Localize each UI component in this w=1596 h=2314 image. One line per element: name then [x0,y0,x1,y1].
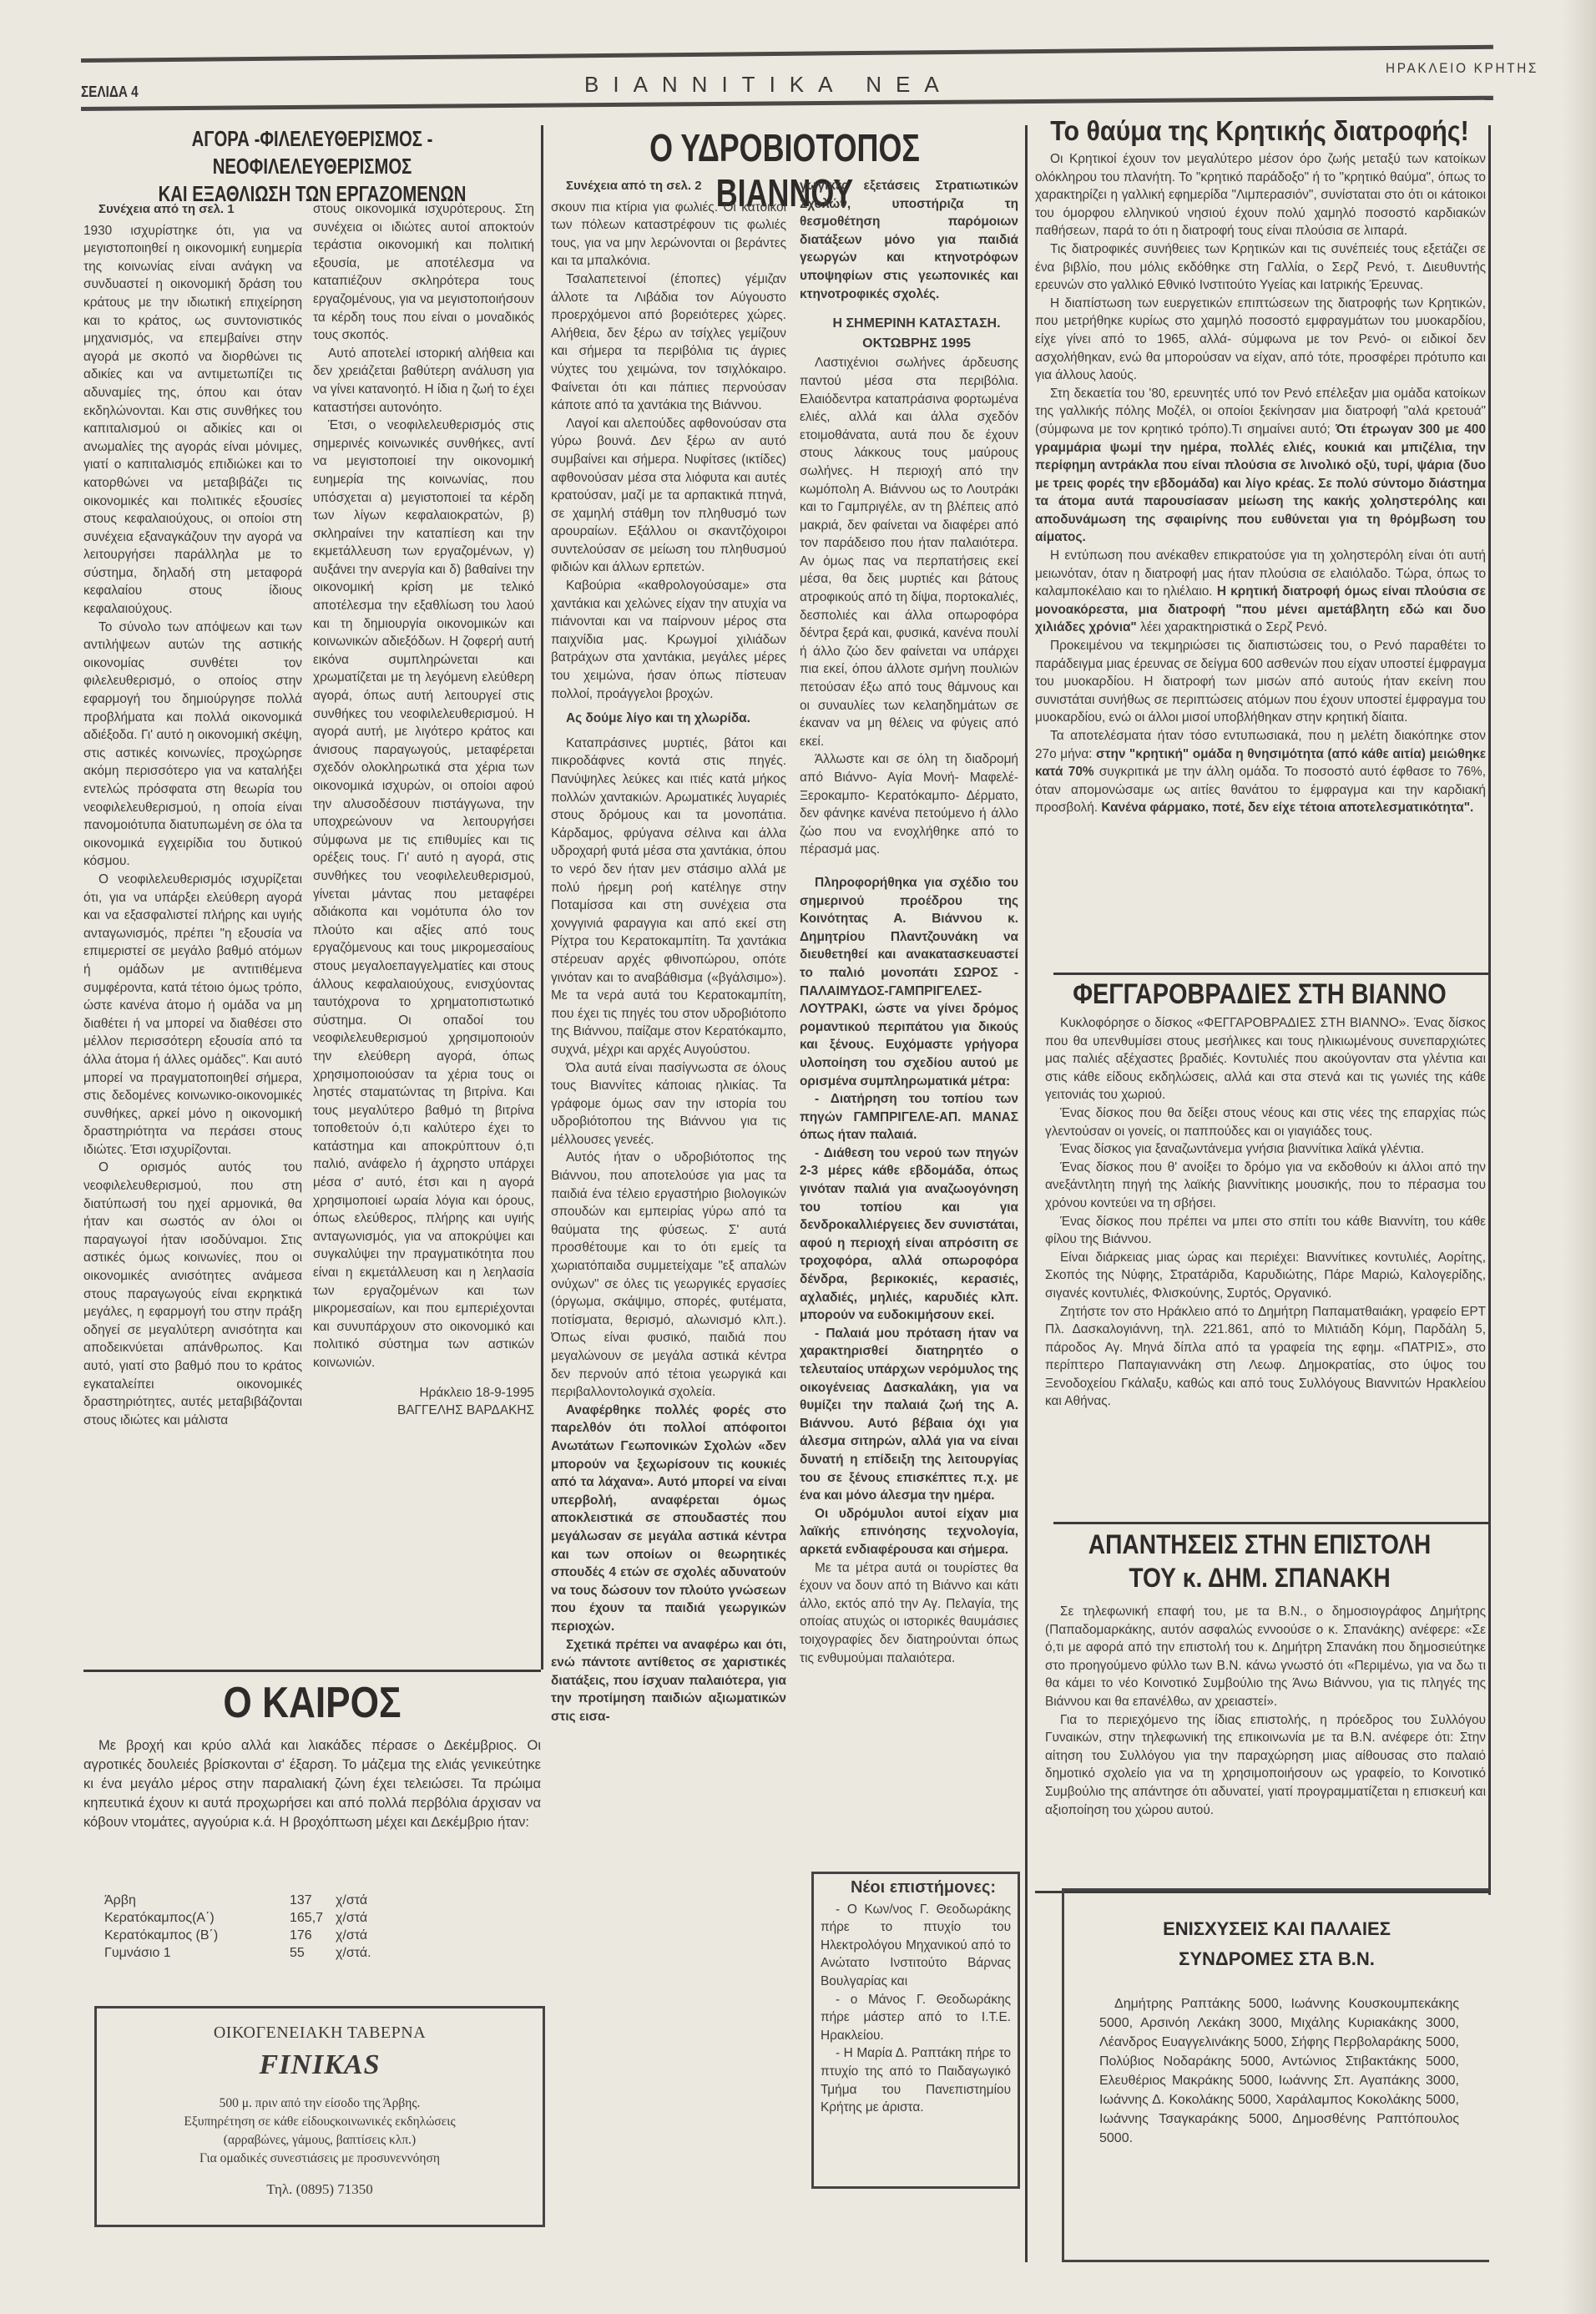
paragraph: Ένας δίσκος που πρέπει να μπει στο σπίτι του κάθε Βιαννίτη, του κάθε φίλου της Βιάννου. [1045,1214,1486,1247]
paragraph: Πληροφορήθηκα για σχέδιο του σημερινού προέδρου της Κοινότητας Α. Βιάννου κ. Δημητρίου Πλαντζουνάκη να διευθετηθεί και ανακατασκευαστεί το παλιό μονοπάτι ΣΩΡΟΣ - ΠΑΛΑΙΜΥΔΟΣ-ΓΑΜΠΡΙΓΕΛΕΣ- ΛΟΥΤΡΑΚΙ, ώστε να γίνει δρόμος ρομαντικού περιπάτου για δικούς και ξένους. Ευχόμαστε γρήγορα υλοποίηση του σχεδίου αυτού με ορισμένα συμπληρωματικά μέτρα: [800,875,1018,1089]
dateline: Ηράκλειο 18-9-1995 [419,1385,534,1400]
headline-wetland: Ο ΥΔΡΟΒΙΟΤΟΠΟΣ ΒΙΑΝΝΟΥ [649,126,920,215]
section-rule [1053,1522,1489,1524]
title-line: ΣΥΝΔΡΟΜΕΣ ΣΤΑ Β.Ν. [1179,1948,1375,1969]
support-list: Δημήτρης Ραπτάκης 5000, Ιωάννης Κουσκουμπεκάκης 5000, Αρσινόη Λεκάκη 3000, Μιχάλης Κυριακάκης 3000, Λέανδρος Ευαγγελινάκης 5000, Σήφης Περβολαράκης 5000, Πολύβιος Νοδαράκης 5000, Αντώνιος Στιβακτάκης 5000, Ελευθέριος Μακράκης 5000, Ιωάννης Σπ. Αγαπάκης 3000, Ιωάννης Δ. Κοκολάκης 5000, Χαράλαμπος Κοκολάκης 5000, Ιωάννης Τσαγκαράκης 5000, Δημοσθένης Ραπτόπουλος 5000. [1099,1997,1459,2145]
page-label: ΣΕΛΙΔΑ 4 [81,83,139,100]
masthead-location: ΗΡΑΚΛΕΙΟ ΚΡΗΤΗΣ [1386,60,1539,76]
paragraph: 1930 ισχυρίστηκε ότι, για να μεγιστοποιηθεί η οικονομική ευημερία της κοινωνίας είναι ανάγκη να συνδυαστεί η οικονομική δράση του κράτους με την ιδιωτική επιχείρηση και το κράτος, ως συντονιστικός μηχανισμός, να επεμβαίνει στην αγορά με σκοπό να διορθώνει τις αδικίες και να αντιμετωπίζει τις αδυναμίες της, όπου και όταν εκδηλώνονται. Και στις συνθήκες του καπιταλισμού οι αδικίες και οι ανωμαλίες της αγοράς είναι μόνιμες, γιατί ο καπιταλισμός επιδιώκει και το κατορθώνει να μεταβιβάζει τις οικονομικές και πολιτικές εξουσίες στους κεφαλαιούχους, οι οποίοι στη συνέχεια εξαναγκάζουν την αγορά να λειτουργήσει παράλληλα με το σύστημα, δηλαδή στη μεταφορά κεφαλαίου στους ίδιους κεφαλαιούχους. [83,223,302,617]
new-scientists-box [811,1872,1020,2189]
headline-line: ΤΟΥ κ. ΔΗΜ. ΣΠΑΝΑΚΗ [1129,1563,1391,1593]
paragraph: Προκειμένου να τεκμηριώσει τις διαπιστώσεις του, ο Ρενό παραθέτει το παράδειγμα μιας έρευνας σε δείγμα 600 ασθενών που είχαν υποστεί έμφραγμα του μυοκαρδίου. Η διατροφή των μισών από αυτούς ήταν εκείνη που συνιστάται συνήθως σε περιπτώσεις ατόμων που έχουν υποστεί έμφραγμα του μυοκαρδίου, ενώ οι άλλοι μισοί υποβλήθηκαν στην κρητική δίαιτα. [1035,639,1486,725]
article-letter-body [1045,1603,1486,1878]
rainfall-place: Κερατόκαμπος(Α΄) [104,1911,215,1925]
paragraph: Καταπράσινες μυρτιές, βάτοι και πικροδάφνες κοντά στις πηγές. Πανύψηλες λεύκες και ιτιές κατά μήκος πολλών χαντακιών. Αρωματικές λυγαριές στους δρόμους και τα μονοπάτια. Κάρδαμος, φρύγανα σέλινα και άλλα υδροχαρή φυτά μέσα στα χαντάκια, όπου το νερό δεν ήταν μεν στάσιμο αλλά με πολύ ήρεμη ροή κατέληγε στην Ποταμίσσα και στη συνέχεια στα χονγγινιά φαραγγια και από εκεί στη Ρίχτρα του Κερατοκαμπίτη. Τα χαντάκια στέρευαν αρχές φθινοπώρου, οπότε γινόταν και το αναβάθισμα («βγάλσιμο»). Με τα νερά αυτά του Κερατοκαμπίτη, που έχει τις πηγές του στον υδροβιότοπο της Βιάννου, παίζαμε στον Κερατόκαμπο, συχνά, μέχρι και αρχές Αυγούστου. [551,735,786,1057]
paragraph: - Διάθεση του νερού των πηγών 2-3 μέρες κάθε εβδομάδα, όπως γινόταν παλιά για αναζωογόνηση του τοπίου και για δενδροκαλλιέργειες δεν συνιστάται, αφού η περιοχή είναι απρόσιτη σε τροχοφόρα, αλλά οπωροφόρα δένδρα, βερικοκιές, κερασιές, αχλαδιές, μηλιές, καρυδιές κλπ. μπορούν να ευδοκιμήσουν εκεί. [800,1145,1018,1323]
paragraph: Είναι διάρκειας μιας ώρας και περιέχει: Βιαννίτικες κοντυλιές, Αορίτης, Σκοπός της Νύφης, Στρατάριδα, Καρυδιώτης, Πάρε Μαριώ, Καλογερίδης, σιγανές κοντυλιές, Φλισκούνης, Συρτός, Οργανικό. [1045,1250,1486,1301]
rainfall-unit: χ/στά [336,1911,368,1925]
list-item: - ο Μάνος Γ. Θεοδωράκης πήρε μάστερ από το Ι.Τ.Ε. Ηρακλείου. [821,1992,1011,2043]
rainfall-value: 165,7 [290,1911,324,1925]
ad-phone: Τηλ. (0895) 71350 [266,2181,373,2197]
paragraph [1035,385,1486,547]
rainfall-unit: χ/στά. [336,1946,371,1960]
subheading: ΟΚΤΩΒΡΗΣ 1995 [862,336,971,351]
list-item: - Η Μαρία Δ. Ραπτάκη πήρε το πτυχίο της από το Παιδαγωγικό Τμήμα του Πανεπιστημίου Κρήτης με άριστα. [821,2046,1011,2115]
box-title: Νέοι επιστήμονες: [850,1878,997,1897]
paragraph: Ένας δίσκος που θ' ανοίξει το δρόμο για να εκδοθούν κι άλλοι από την ανεξάντλητη πηγή της λαϊκής βιαννίτικης μουσικής, που το πέρασμα του χρόνου κοντεύει να τη σβήσει. [1045,1160,1486,1210]
paragraph: Κυκλοφόρησε ο δίσκος «ΦΕΓΓΑΡΟΒΡΑΔΙΕΣ ΣΤΗ ΒΙΑΝΝΟ». Ένας δίσκος που θα υπενθυμίσει στους μεσήλικες και τους ηλικιωμένους συνεπαρχιώτες μας παλιές αξέχαστες βραδιές. Κοντυλιές που ακούγονταν στα γλέντια και στις κάθε είδους εκδηλώσεις, αλλά και στα στενά και τις γωνιές της κάθε γειτονιάς του χωριού. [1045,1016,1486,1103]
text-run: Η εντύπωση που ανέκαθεν επικρατούσε για τη χοληστερόλη είναι ότι αυτή μειωνόταν, όταν η διατροφή μας ήταν πλούσια σε ελαιόλαδο. Τώρα, όπως το καλαμποκέλαιο και το ηλιέλαιο. [1035,548,1486,599]
paragraph: σκουν πια κτίρια για φωλιές. Οι κάτοικοι των πόλεων καταστρέφουν τις φωλιές τους, για να μην λερώνονται οι βεράντες και τα μπαλκόνια. [551,200,786,269]
text-run-bold: στην "κρητική" ομάδα η θνησιμότητα (από κάθε αιτία) μειώθηκε κατά 70% [1035,746,1486,780]
ad-line: Για ομαδικές συνεστιάσεις με προσυνεννόηση [200,2151,440,2165]
paragraph: Οι υδρόμυλοι αυτοί είχαν μια λαϊκής επινόησης τεχνολογία, αρκετά ενδιαφέρουσα και σήμερα. [800,1506,1018,1557]
ad-details [97,2094,543,2168]
subheading: Η ΣΗΜΕΡΙΝΗ ΚΑΤΑΣΤΑΣΗ. [832,316,1001,331]
headline-letter [1058,1528,1461,1594]
paragraph: - Παλαιά μου πρόταση ήταν να χαρακτηρισθεί διατηρητέο ο τελευταίος υπάρχων νερόμυλος της οικογένειας Δασκαλάκη, για να θυμίζει την παλαιά ζωή της Α. Βιάννου. Αυτό βέβαια όχι για άλεσμα σιτηρών, αλλά για να είναι δυνατή η επίδειξη της λειτουργίας του σε ξένους επισκέπτες π.χ. με ένα και μόνο άλεσμα την ημέρα. [800,1326,1018,1503]
support-box [1062,1888,1489,2262]
paragraph: γωγικές εξετάσεις Στρατιωτικών Σχολών, υποστήριζα τη θεσμοθέτηση παρόμοιων διατάξεων μόνο για παιδιά γεωργών και κτηνοτρόφων υποψηφίων στις γεωπονικές και κτηνοτροφικές σχολές. [800,179,1018,301]
rainfall-unit: χ/στά [336,1893,368,1907]
masthead-top-rule [81,45,1493,63]
masthead-title: ΒΙΑΝΝΙΤΙΚΑ ΝΕΑ [584,72,953,97]
text-run-bold: Η κρητική διατροφή όμως είναι πλούσια σε μονοακόρεστα, μια διατροφή "που μένει αμετάβλητη εδώ και δυο χιλιάδες χρόνια" [1035,584,1486,635]
paragraph: Με τα μέτρα αυτά οι τουρίστες θα έχουν να δουν από τη Βιάννο και κάτι άλλο, εκτός από την Αγ. Πελαγία, της οποίας ατυχώς οι ιστορικές θαυμάσιες τοιχογραφίες δεν διατηρούνται όπως τις ενθυμούμαι παλαιότερα. [800,1560,1018,1665]
title-line: ΕΝΙΣΧΥΣΕΙΣ ΚΑΙ ΠΑΛΑΙΕΣ [1163,1918,1391,1939]
headline-market [134,125,490,208]
rainfall-row [104,1944,371,1962]
weather-body [83,1736,541,1874]
headline-disc: ΦΕΓΓΑΡΟΒΡΑΔΙΕΣ ΣΤΗ ΒΙΑΝΝΟ [1073,978,1447,1010]
rainfall-value: 176 [290,1928,312,1943]
article-wetland-column-1 [551,177,786,2180]
author-byline: ΒΑΓΓΕΛΗΣ ΒΑΡΔΑΚΗΣ [396,1403,534,1418]
rainfall-row [104,1927,371,1944]
ad-business-name: FINIKAS [259,2049,381,2080]
rainfall-value: 55 [290,1946,305,1960]
text-run: Τα αποτελέσματα ήταν τόσο εντυπωσιακά, που η μελέτη διακόπηκε στον 27ο μήνα: [1035,729,1486,761]
article-wetland-column-2 [800,177,1018,1863]
masthead-bottom-rule [81,96,1493,111]
paragraph: Άλλωστε και σε όλη τη διαδρομή από Βιάννο- Αγία Μονή- Μαφελέ- Ξεροκαμπο- Κερατόκαμπο- Δέρματο, δεν φάνηκε κανένα πετούμενο ή άλλο ζώο που να ενοχλήθηκε από το πέρασμά μας. [800,752,1018,857]
text-run: Στη δεκαετία του '80, ερευνητές υπό τον Ρενό επέλεξαν μια ομάδα κατοίκων της γαλλικής πόλης Μοζέλ, οι οποίοι ξεκίνησαν μια διατροφή "αλά κρετουά" (σύμφωνα με τον κρητικό τρόπο).Τι σημαίνει αυτό; [1035,386,1486,437]
text-run-bold: Ότι έτρωγαν 300 με 400 γραμμάρια ψωμί την ημέρα, πολλές ελιές, κουκιά και μπιζέλια, την περίφημη αντράκλα που είναι πλούσια σε λινολικό οξύ, τυρί, ψάρια (δυο με τρεις φορές την εβδομάδα) και λίγο κρέας. Σε πολύ σύντομο διάστημα τα άτομα αυτά παρουσίασαν μείωση της κακής χοληστερόλης και αποδυνάμωση της σφαιρίνης που ευθύνεται για τη θρόμβωση του αίματος. [1035,422,1486,545]
ad-line: 500 μ. πριν από την είσοδο της Άρβης. [219,2096,421,2110]
paragraph: - Διατήρηση του τοπίου των πηγών ΓΑΜΠΡΙΓΕΛΕ-ΑΠ. ΜΑΝΑΣ όπως ήταν παλαιά. [800,1092,1018,1143]
support-title [1064,1914,1489,1974]
column-divider [1025,125,1028,2262]
paragraph: Λαγοί και αλεπούδες αφθονούσαν στα γύρω βουνά. Δεν ξέρω αν αυτό συμβαίνει και σήμερα. Νυφίτσες (ικτίδες) αφθονούσαν μέσα στα λιόφυτα και αυτές κρατούσαν, μαζί με τα αρπακτικά πτηνά, σε χαμηλή στάθμη τον πληθυσμό των αρουραίων. Εξάλλου οι σκαντζόχοιροι συντελούσαν σε μείωση του πληθυσμού φιδιών και άλλων ερπετών. [551,416,786,575]
paragraph: Ας δούμε λίγο και τη χλωρίδα. [566,711,750,726]
text-run: λέει χαρακτηριστικά ο Σερζ Ρενό. [1136,620,1328,635]
paragraph [1035,547,1486,637]
paragraph [1035,727,1486,817]
rainfall-place: Κερατόκαμπος (Β΄) [104,1928,219,1943]
continuation-note: Συνέχεια από τη σελ. 1 [98,202,235,216]
text-run-bold: Κανένα φάρμακο, ποτέ, δεν είχε τέτοια αποτελεσματικότητα". [1101,801,1474,816]
column-divider [541,125,543,1670]
ad-line: ΟΙΚΟΓΕΝΕΙΑΚΗ ΤΑΒΕΡΝΑ [213,2023,427,2042]
headline-line: ΑΠΑΝΤΗΣΕΙΣ ΣΤΗΝ ΕΠΙΣΤΟΛΗ [1088,1529,1432,1559]
paragraph: Οι Κρητικοί έχουν τον μεγαλύτερο μέσον όρο ζωής μεταξύ των κατοίκων ολόκληρου του πλανήτη. Το "κρητικό παράδοξο" ή το "κρητικό θαύμα", όπως το χαρακτηρίζει η γαλλική εφημερίδα "Λιμπερασιόν", συνίσταται στο ότι οι κάτοικοι του όμορφου ελληνικού νησιού έχουν πολύ χαμηλό ποσοστό καρδιακών παθήσεων, παρά το ότι η διατροφή τους είναι πλούσια σε λιπαρά. [1035,152,1486,239]
headline-diet: Το θαύμα της Κρητικής διατροφής! [1050,115,1469,146]
rainfall-row [104,1892,371,1909]
rainfall-table [104,1892,371,1962]
paragraph: Αυτός ήταν ο υδροβιότοπος της Βιάννου, που αποτελούσε για μας τα παιδιά ένα τέλειο εργαστήριο βιολογικών σπουδών και εμπειρίας γύρω από τα θαύματα της φύσεως. Σ' αυτά προσθέτουμε και το ότι εμείς τα χωριατόπαιδα συμμετείχαμε "εξ απαλών ονύχων" σε όλες τις γεωργικές εργασίες (όργωμα, σκάψιμο, σπορές, φυτέματα, ποτίσματα, θερισμό, αλωνισμό κλπ.). Όπως είναι φυσικό, παιδιά που μεγαλώνουν σε μεγάλα αστικά κέντρα δεν περνούν από τέτοια γεωργικά και περιβαλλοντολογικά σχολεία. [551,1150,786,1400]
paragraph: Όλα αυτά είναι πασίγνωστα σε όλους τους Βιαννίτες κάποιας ηλικίας. Τα γράφομε όμως σαν την ιστορία του υδροβιότοπου της Βιάννου για τις μέλλουσες γενεές. [551,1060,786,1147]
paragraph: Αυτό αποτελεί ιστορική αλήθεια και δεν χρειάζεται βαθύτερη ανάλυση για να γίνει κατανοητό. Η ίδια η ζωή το έχει καταστήσει αυτονόητο. [313,346,534,415]
paragraph: στους οικονομικά ισχυρότερους. Στη συνέχεια οι ιδιώτες αυτοί αποκτούν τεράστια οικονομική και πολιτική εξουσία, με αποτέλεσμα να καταπιέζουν σκληρότερα τους εργαζομένους, για να μεγιστοποιήσουν τα κέρδη τους που είναι ο μοναδικός τους σκοπός. [313,202,534,343]
paragraph: Τις διατροφικές συνήθειες των Κρητικών και τις συνέπειές τους εξετάζει σε ένα βιβλίο, που μόλις εκδόθηκε στη Γαλλία, ο Σερζ Ρενό, τ. Διευθυντής ερευνών στο γαλλικό Εθνικό Ινστιτούτο Υγείας και Ιατρικής Έρευνας. [1035,241,1486,293]
paragraph: Με βροχή και κρύο αλλά και λιακάδες πέρασε ο Δεκέμβριος. Οι αγροτικές δουλειές βρίσκονται σ' έξαρση. Το μάζεμα της ελιάς γενικεύτηκε κι ένα μεγάλο μέρος στην παραλιακή ζώνη έχει τελειώσει. Τα πρώιμα κηπευτικά έχουν κι αυτά προχωρήσει και από πολλά περβόλια άρχισαν να κόβουν ντομάτες, αγγούρια κ.ά. Η βροχόπτωση μέχει και Δεκέμβριο ήταν: [83,1738,541,1830]
section-rule [1053,973,1489,975]
ad-line: Εξυπηρέτηση σε κάθε είδουςκοινωνικές εκδηλώσεις [184,2114,456,2129]
rainfall-value: 137 [290,1893,312,1907]
article-disc-body [1045,1014,1486,1465]
paragraph: Αναφέρθηκε πολλές φορές στο παρελθόν ότι πολλοί απόφοιτοι Ανωτάτων Γεωπονικών Σχολών «δεν μπορούν να ξεχωρίσουν τις κουκιές από τα λάχανα». Αυτό μπορεί να είναι υπερβολή, αναφέρεται όμως αποκλειστικά σε σπουδαστές που μεγάλωσαν σε μεγάλα αστικά κέντρα και των οποίων οι θεωρητικές σπουδές 4 ετών σε σχολές αδυνατούν να τους δώσουν τον πλούτο γνώσεων που έχουν τα παιδιά γεωργικών περιοχών. [551,1402,786,1634]
article-market-column-2 [313,200,534,1665]
paragraph: Ένας δίσκος που θα δείξει στους νέους και στις νέες της επαρχίας πώς γλεντούσαν οι γονείς, οι παππούδες και οι γιαγιάδες τους. [1045,1105,1486,1139]
paragraph: Έτσι, ο νεοφιλελευθερισμός στις σημερινές κοινωνικές συνθήκες, αντί να μεγιστοποιεί την οικονομική ευημερία της κοινωνίας, που υπόσχεται α) μεγιστοποιεί τα κέρδη των λίγων κεφαλαιοκρατών, β) σκληραίνει την καταπίεση και την εκμετάλλευση των εργαζομένων, γ) αυξάνει την ανεργία και δ) βαθαίνει την οικονομική κρίση με τελικό αποτέλεσμα την εξαθλίωση του λαού και τη δημιουργία οικονομικών και κοινωνικών αδιεξόδων. Η ζοφερή αυτή εικόνα συμπληρώνεται και χρωματίζεται με τη λεγόμενη ελεύθερη αγορά, όπως αυτή λειτουργεί στις συνθήκες του νεοφιλελευθερισμού. Η αγορά αυτή, με λιγότερο κράτος και άνισους παραγωγούς, μεταφέρεται σχεδόν ολοκληρωτικά στα χέρια των οικονομικά ισχυρών, οι οποίοι αφού την αλυσοδέσουν πιστάγγωνα, την υποχρεώνουν να λειτουργήσει σύμφωνα με τις επιθυμίες και τις ορέξεις τους. Γι' αυτό η αγορά, στις συνθήκες του νεοφιλελευθερισμού, γίνεται μάντας που μεταφέρει αδιάκοπα και νομότυπα όλο τον πλούτο και αξίες από τους εργαζόμενους και τους μικρομεσαίους στους μεγαλοεπαγγελματίες και στους άλλους κεφαλαιούχους, ενισχύοντας ταυτόχρονα το χρηματοπιστωτικό σύστημα. Οι οπαδοί του νεοφιλελευθερισμού χρησιμοποιούν την ελεύθερη αγορά, όπως χρησιμοποιούσαν τα χέρια τους οι ληστές σταματώντας τη βιτρίνα. Και τους μεγαλύτερο βαθμό τη βιτρίνα τοποθετούν ό,τι καλύτερο έχει το κατάστημα και αποκρύπτουν ό,τι παλιό, ανάφελο ή άχρηστο υπάρχει μέσα σ' αυτό, έτσι και η αγορά χρησιμοποιεί ωραία λόγια και όρους, όπως ελεύθερος, πλήρης και υγιής ανταγωνισμός, για να αποκρύψει και συγκαλύψει την πραγματικότητα που είναι η εκμετάλλευση και η λεηλασία των εργαζομένων και των μικρομεσαίων, και που εμπεριέχονται και συνυπάρχουν στο οικονομικό και πολιτικό σύστημα των αστικών κοινωνιών. [313,418,534,1370]
paragraph: Ένας δίσκος για ξαναζωντάνεμα γνήσια βιαννίτικα λαϊκά γλέντια. [1060,1142,1424,1157]
paragraph: Η διαπίστωση των ευεργετικών επιπτώσεων της διατροφής των Κρητικών, που μετρήθηκε κυρίως στο χαμηλό ποσοστό εμφραγμάτων του μυοκαρδίου, είχε γίνει από το 1965, αλλά- σύμφωνα με τον Ρενό- οι ειδικοί δεν ασχολήθηκαν, ενώ θα μπορούσαν να είχαν, από τότε, προσφέρει πρότυπο και για άλλους λαούς. [1035,296,1486,383]
paragraph: Καβούρια «καθρολογούσαμε» στα χαντάκια και χελώνες είχαν την ατυχία να πιάνονται και να παίρνουν μέρος στα παιχνίδια μας. Κρωγμοί χιλιάδων βατράχων στα χαντάκια, μεγάλες μέρες του χειμώνα, ήσαν όπως πίστευαν πολλοί, προάγγελοι βροχών. [551,578,786,701]
headline-line: ΚΑΙ ΕΞΑΘΛΙΩΣΗ ΤΩΝ ΕΡΓΑΖΟΜΕΝΩΝ [158,181,467,206]
paragraph: Ο νεοφιλελευθερισμός ισχυρίζεται ότι, για να υπάρξει ελεύθερη αγορά και να εξασφαλιστεί πλήρης και υγιής ανταγωνισμός, πρέπει "η εξουσία να επιμεριστεί σε μεγάλο βαθμό ατόμων ή ομάδων με αντιτιθέμενα συμφέροντα, κατά τέτοιο όμως τρόπο, ώστε κανένα άτομο ή ομάδα να μη διαθέτει ή να μπορεί να διαθέσει στο μέλλον περισσότερη εξουσία από τα άλλα άτομα ή άλλες ομάδες". Και αυτό μπορεί να πραγματοποιηθεί σήμερα, στις δεδομένες κοινωνικο-οικονομικές συνθήκες, αρκεί μόνο η οικονομική δραστηριότητα να περάσει στους ιδιώτες. Έτσι ισχυρίζονται. [83,872,302,1157]
taverna-advertisement [94,2006,545,2227]
article-market-column-1 [83,200,302,1665]
paragraph: Τσαλαπετεινοί (έποπες) γέμιζαν άλλοτε τα Λιβάδια τον Αύγουστο προερχόμενοι από βορειότερες χώρες. Αλήθεια, δεν ξέρω αν τσίχλες γεμίζουν και σήμερα τα περιβόλια τις άγριες νύχτες του χειμώνα, τον τσιχλόκαιρο. Φαίνεται ότι και πάπιες περνούσαν κάποτε από τα χαντάκια της Βιάννου. [551,271,786,413]
article-diet-body [1035,150,1486,952]
rainfall-place: Γυμνάσιο 1 [104,1946,171,1960]
page-edge-shadow [1563,0,1596,2314]
paragraph: Σχετικά πρέπει να αναφέρω και ότι, ενώ πάντοτε αντίθετος σε χαριστικές διατάξεις, που ίσχυαν παλαιότερα, για την προτίμηση παιδιών αξιωματικών στις εισα- [551,1637,786,1724]
weather-headline: Ο ΚΑΙΡΟΣ [223,1679,402,1727]
weather-top-rule [83,1670,541,1672]
paragraph: Ζητήστε τον στο Ηράκλειο από το Δημήτρη Παπαματθαιάκη, γραφείο ΕΡΤ Πλ. Δασκαλογιάννη, τηλ. 221.861, από το Μιλτιάδη Κόμη, Παρδάλη 5, πάροδος Αγ. Μηνά δίπλα από τα γραφεία της εφημ. «ΠΑΤΡΙΣ», στο περίπτερο Παπαγιαννάκη στη Λεωφ. Δημοκρατίας, στο ύψος του Ξενοδοχείου Γκάλαξυ, καθώς και από τους Συλλόγους Βιαννιτών Ηρακλείου και Αθήνας. [1045,1304,1486,1409]
rainfall-place: Άρβη [104,1893,136,1907]
list-item: - Ο Κων/νος Γ. Θεοδωράκης πήρε το πτυχίο του Ηλεκτρολόγου Μηχανικού από το Ανώτατο Ινστιτούτο Βάρνας Βουλγαρίας και [821,1902,1011,1988]
paragraph: Για το περιεχόμενο της ίδιας επιστολής, η πρόεδρος του Συλλόγου Γυναικών, στην τηλεφωνική της επικοινωνία με τα Β.Ν. ανέφερε ότι: Στην αίτηση του Συλλόγου για την παραχώρηση μιας αίθουσας στο παλαιό δημοτικό σχολείο για να τη χρησιμοποιήσουν ως γραφείο, το Κοινοτικό Συμβούλιο της απάντησε ότι αδυνατεί, γιατί προγραμματίζεται η επισκευή και αξιοποίηση του χώρου αυτού. [1045,1712,1486,1817]
paragraph: Λαστιχένιοι σωλήνες άρδευσης παντού μέσα στα περιβόλια. Ελαιόδεντρα καταπράσινα φορτωμένα ελιές, αλλά και άλλα σχεδόν ετοιμοθάνατα, αυτά που δε έχουν στους λάκκους τους μαύρους σωλήνες. Η περιοχή από την κωμόπολη Α. Βιάννου ως το Λουτράκι και το Γαμπριγέλε, αν τη βλέπεις από μακριά, δεν φαίνεται να διαφέρει από τον παράδεισο που ήταν παλαιότερα. Αν όμως πας να περπατήσεις εκεί μέσα, θα δεις μυρτιές και βάτους ατροφικούς από τη δίψα, πορτοκαλιές, δεσπολιές και άλλα οπωροφόρα δέντρα ξερά και, φυσικά, κανένα πουλί ή άλλο ζώο δεν φαίνεται να υπάρχει πια εκεί, όπου άλλοτε σμήνη πουλιών πετούσαν έξω από τους θάμνους και οι συναυλίες των κελαηδημάτων σε έκαναν να μη θέλεις να φύγεις από εκεί. [800,356,1018,749]
ad-line: (αρραβώνες, γάμους, βαπτίσεις κλπ.) [223,2133,417,2147]
rainfall-row [104,1909,371,1927]
headline-line: ΑΓΟΡΑ -ΦΙΛΕΛΕΥΘΕΡΙΣΜΟΣ - ΝΕΟΦΙΛΕΛΕΥΘΕΡΙΣΜΟΣ [191,126,433,179]
paragraph: Το σύνολο των απόψεων και των αντιλήψεων αυτών της αστικής οικονομίας συνθέτει τον φιλελευθερισμό, ο οποίος στην εφαρμογή του δημιούργησε πολλά προβλήματα και πολλά οικονομικά αδιέξοδα. Γι' αυτό η οικονομική σκέψη, στις αστικές κοινωνίες, προχώρησε ακόμη περισσότερο για να καταλήξει εντελώς πρόσφατα στη θεωρία του νεοφιλελευθερισμού, η οποία είναι πανομοιότυπα διατυπωμένη σε όλα τα οικονομικά εγχειρίδια του δυτικού κόσμου. [83,619,302,869]
paragraph: Ο ορισμός αυτός του νεοφιλελευθερισμού, που στη διατύπωσή του ηχεί αρμονικά, θα ήταν και σωστός αν όλοι οι παραγωγοί ήταν ισοδύναμοι. Στις αστικές όμως κοινωνίες, που οι οικονομικές ανισότητες ανάμεσα στους παραγωγούς είναι εκρηκτικά μεγάλες, η εφαρμογή του στην πράξη οδηγεί σε μεγαλύτερη ανισότητα και αποδεικνύεται απάνθρωπος. Και αυτό, γιατί στο βαθμό που το κράτος εγκαταλείπει οικονομικές δραστηριότητες, αυτές μεταβιβάζονται στους ιδιώτες και μάλιστα [83,1160,302,1427]
rainfall-unit: χ/στά [336,1928,368,1943]
continuation-note: Συνέχεια από τη σελ. 2 [566,179,702,193]
text-run: συγκριτικά με την άλλη ομάδα. Το ποσοστό αυτό έφθασε το 76%, όταν απομονώσαμε ως αιτίες θανάτου το έμφραγμα και την καρδιακή προσβολή. [1035,765,1486,816]
column-divider [1488,125,1491,1895]
paragraph: Σε τηλεφωνική επαφή του, με τα Β.Ν., ο δημοσιογράφος Δημήτρης (Παπαδομαρκάκης, αυτόν ασφαλώς εννοούσε ο κ. Σπανάκης) ανέφερε: «Σε ό,τι με αφορά από την επιστολή του κ. Δημήτρη Σπανάκη που δημοσιεύτηκε στο προηγούμενο φύλλο των Β.Ν. κάνω γνωστό ότι «Περιμένω, για να δω τι θα κάμει το νέο Κοινοτικό Συμβούλιο της Άνω Βιάννου, για τις πληγές της Βιάννου και θα επανέλθω, αν χρειαστεί». [1045,1604,1486,1709]
